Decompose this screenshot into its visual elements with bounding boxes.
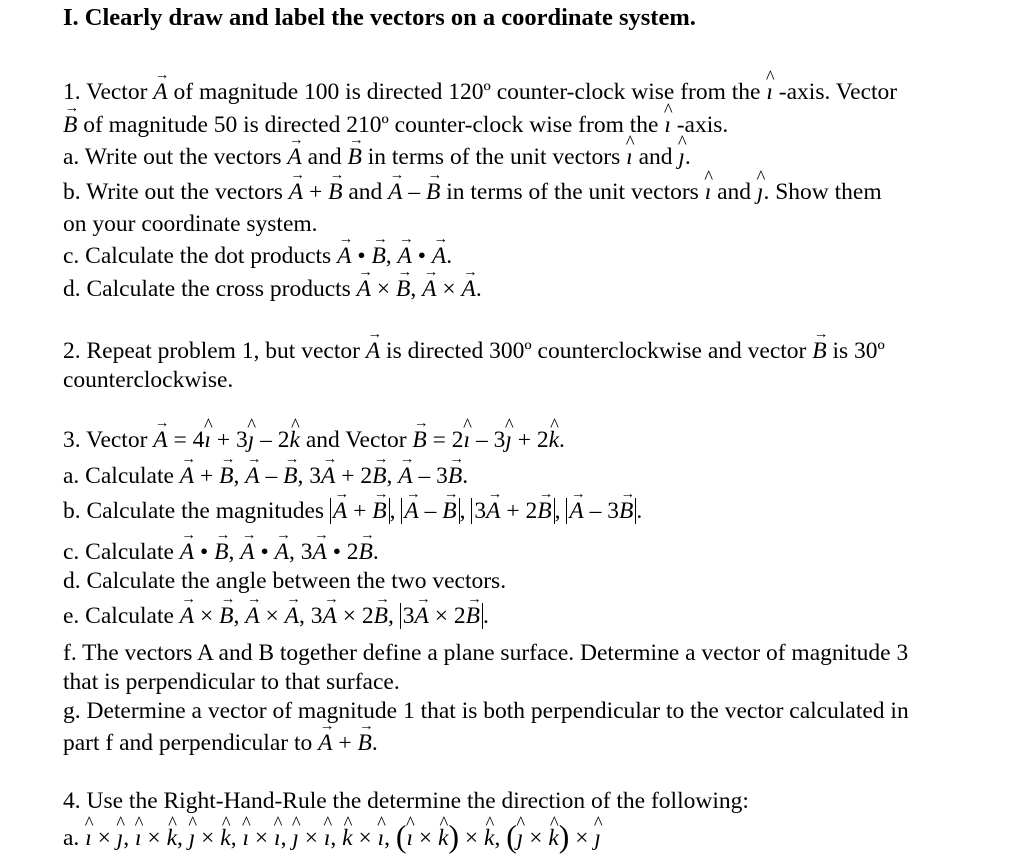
abs-3a-plus-2b: 3→ A + 2→ B <box>471 498 554 524</box>
unit-i: ^ ı <box>664 110 671 140</box>
p1-part-b: b. Write out the vectors → A + → B and → A – → B in terms of the unit vectors ^ ı and ^ ȷ. Show them <box>63 177 984 207</box>
p3-part-a: a. Calculate → A + → B, → A – → B, 3→ A + 2→ B, → A – 3→ B. <box>63 461 984 491</box>
p3-part-f-1: f. The vectors A and B together define a plane surface. Determine a vector of magnitude 3 <box>63 640 909 666</box>
p1-line-1: 1. Vector → A of magnitude 100 is directed 120º counter-clock wise from the ^ ı -axis. Vector <box>63 77 984 107</box>
abs-a-minus-3b: → A – 3→ B <box>566 498 636 524</box>
p1-part-c: c. Calculate the dot products → A • → B, → A • → A. <box>63 241 984 271</box>
p1-part-d: d. Calculate the cross products → A × → B, → A × → A. <box>63 274 984 304</box>
abs-cross: 3→ A × 2→ B <box>400 603 483 629</box>
vector-b: → B <box>347 142 361 172</box>
p3-part-e: e. Calculate → A × → B, → A × → A, 3→ A × 2→ B, 3→ A × 2→ B . <box>63 601 984 631</box>
vector-a: → A <box>153 77 167 107</box>
p3-part-g-2: part f and perpendicular to → A + → B. <box>63 728 984 758</box>
abs-diff: → A – → B <box>401 498 459 524</box>
abs-sum: → A + → B <box>330 498 390 524</box>
vector-b: → B <box>63 110 77 140</box>
p3-part-c: c. Calculate → A • → B, → A • → A, 3→ A • 2→ B. <box>63 537 984 567</box>
p3-part-d: d. Calculate the angle between the two vectors. <box>63 568 507 594</box>
heading: I. Clearly draw and label the vectors on a coordinate system. <box>63 4 696 31</box>
p2-line-1: 2. Repeat problem 1, but vector → A is directed 300º counterclockwise and vector → B is 30º <box>63 336 984 366</box>
p2-line-2: counterclockwise. <box>63 367 234 393</box>
unit-i: ^ ı <box>766 77 773 107</box>
p4-part-a: a. ^ ı × ^ ȷ, ^ ı × ^ k, ^ ȷ × ^ k, ^ ı × ^ ı, ^ ȷ × ^ ı, ^ k × ^ ı, (^ ı × ^ k) × ^ k, (^ ȷ × ^ k) × ^ ȷ <box>63 823 984 853</box>
p3-part-f-2: that is perpendicular to that surface. <box>63 669 400 695</box>
p3-part-g-1: g. Determine a vector of magnitude 1 that is both perpendicular to the vector calculated in <box>63 698 909 724</box>
p4-line-1: 4. Use the Right-Hand-Rule the determine the direction of the following: <box>63 788 749 814</box>
p3-definition: 3. Vector → A = 4^ ı + 3^ ȷ – 2^ k and Vector → B = 2^ ı – 3^ ȷ + 2^ k. <box>63 425 984 455</box>
vector-a: → A <box>287 142 301 172</box>
p1-part-b-cont: on your coordinate system. <box>63 211 318 237</box>
p1-line-2: → B of magnitude 50 is directed 210º counter-clock wise from the ^ ı -axis. <box>63 110 984 140</box>
p1-part-a: a. Write out the vectors → A and → B in terms of the unit vectors ^ ı and ^ ȷ. <box>63 142 984 172</box>
unit-j: ^ ȷ <box>678 142 685 172</box>
unit-i: ^ ı <box>626 142 633 172</box>
p3-part-b: b. Calculate the magnitudes → A + → B , → A – → B , 3→ A + 2→ B , → A – 3→ B . <box>63 496 984 526</box>
